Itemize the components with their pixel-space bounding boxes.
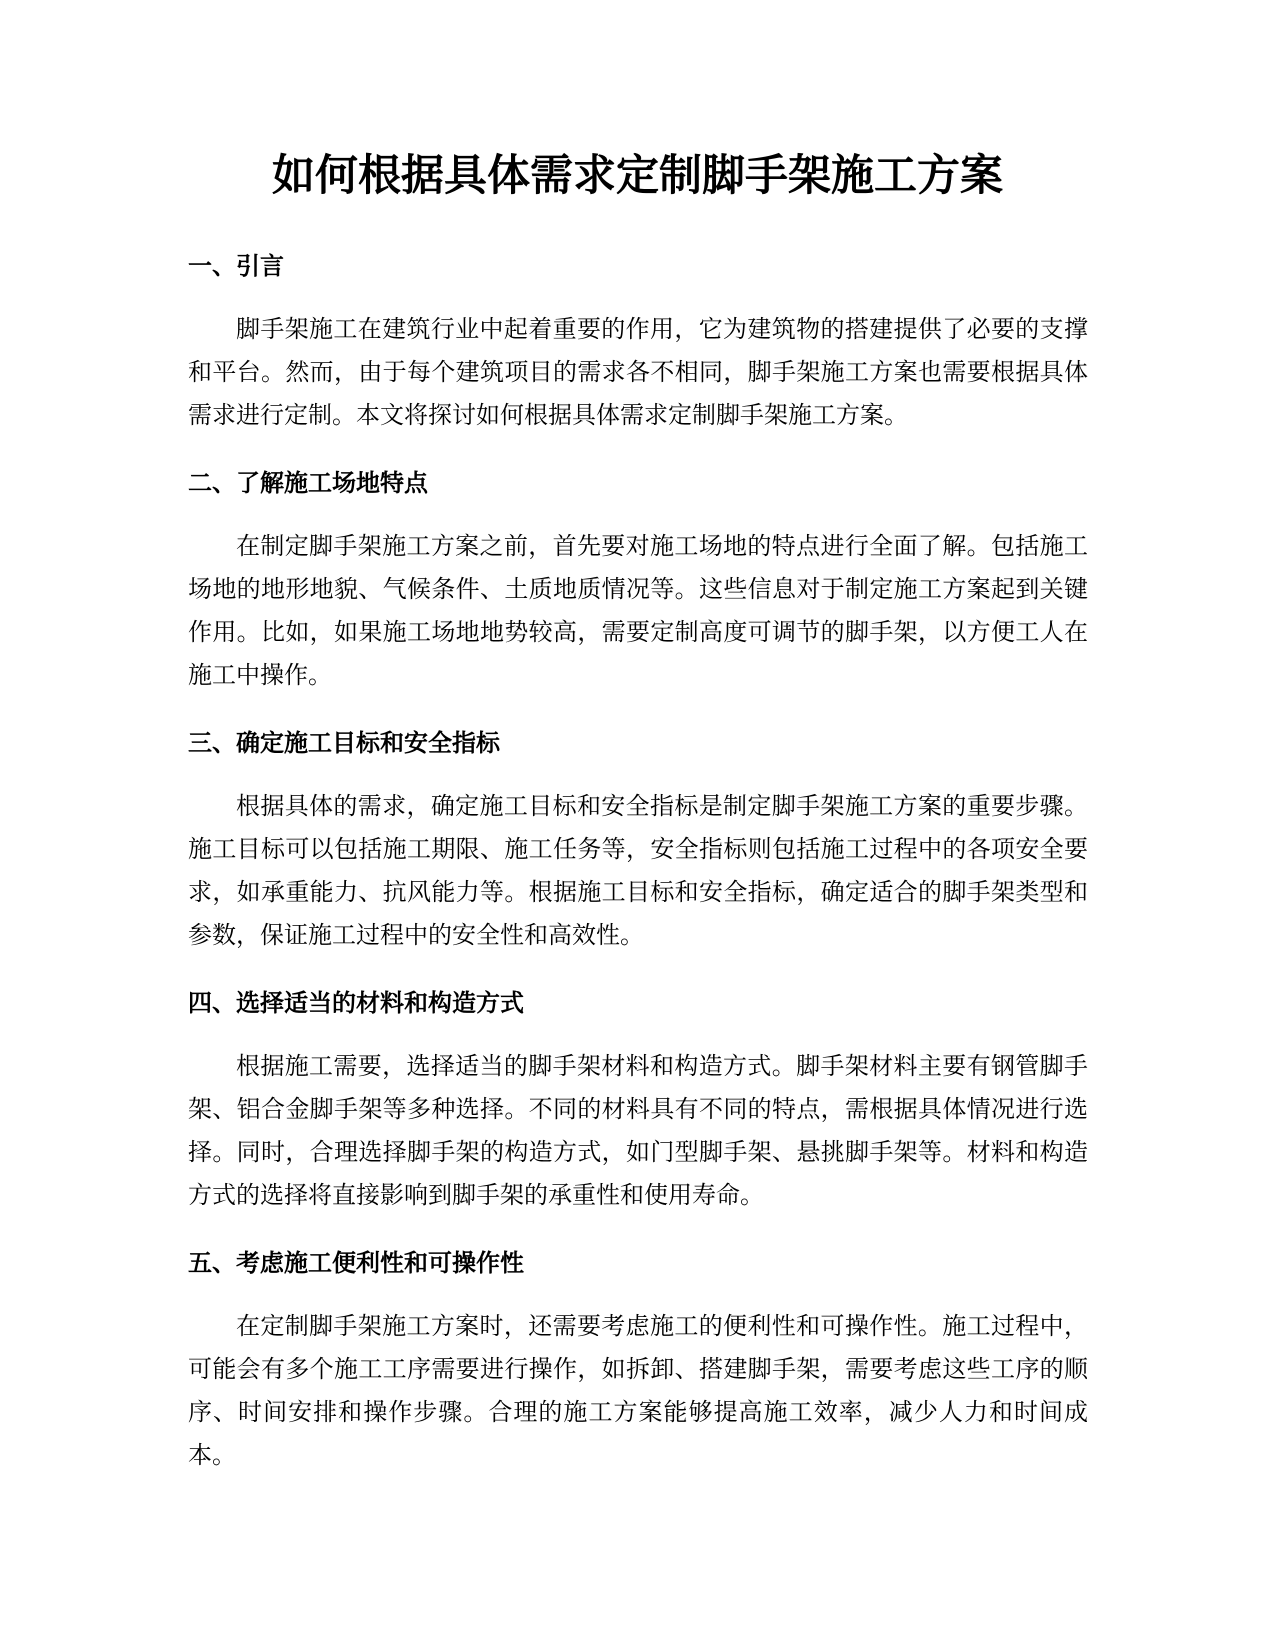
section-paragraph: 在制定脚手架施工方案之前，首先要对施工场地的特点进行全面了解。包括施工场地的地形地貌、气候条件、土质地质情况等。这些信息对于制定施工方案起到关键作用。比如，如果施工场地地势较高，需要定制高度可调节的脚手架，以方便工人在施工中操作。 — [188, 532, 1088, 689]
section-heading: 二、了解施工场地特点 — [188, 469, 428, 497]
section-goals-safety — [188, 725, 1088, 957]
section-heading: 五、考虑施工便利性和可操作性 — [188, 1249, 524, 1277]
document-title: 如何根据具体需求定制脚手架施工方案 — [272, 151, 1003, 201]
section-paragraph: 脚手架施工在建筑行业中起着重要的作用，它为建筑物的搭建提供了必要的支撑和平台。然而，由于每个建筑项目的需求各不相同，脚手架施工方案也需要根据具体需求进行定制。本文将探讨如何根据具体需求定制脚手架施工方案。 — [188, 315, 1088, 429]
section-paragraph: 根据施工需要，选择适当的脚手架材料和构造方式。脚手架材料主要有钢管脚手架、铝合金脚手架等多种选择。不同的材料具有不同的特点，需根据具体情况进行选择。同时，合理选择脚手架的构造方式，如门型脚手架、悬挑脚手架等。材料和构造方式的选择将直接影响到脚手架的承重性和使用寿命。 — [188, 1052, 1088, 1209]
section-paragraph: 在定制脚手架施工方案时，还需要考虑施工的便利性和可操作性。施工过程中，可能会有多个施工工序需要进行操作，如拆卸、搭建脚手架，需要考虑这些工序的顺序、时间安排和操作步骤。合理的施工方案能够提高施工效率，减少人力和时间成本。 — [188, 1312, 1088, 1469]
section-materials — [188, 985, 1088, 1217]
section-heading: 三、确定施工目标和安全指标 — [188, 729, 500, 757]
section-paragraph: 根据具体的需求，确定施工目标和安全指标是制定脚手架施工方案的重要步骤。施工目标可以包括施工期限、施工任务等，安全指标则包括施工过程中的各项安全要求，如承重能力、抗风能力等。根据施工目标和安全指标，确定适合的脚手架类型和参数，保证施工过程中的安全性和高效性。 — [188, 792, 1088, 949]
section-heading: 四、选择适当的材料和构造方式 — [188, 989, 524, 1017]
section-convenience — [188, 1245, 1088, 1477]
section-heading: 一、引言 — [188, 252, 284, 280]
section-introduction — [188, 248, 1088, 437]
section-site-features — [188, 465, 1088, 697]
